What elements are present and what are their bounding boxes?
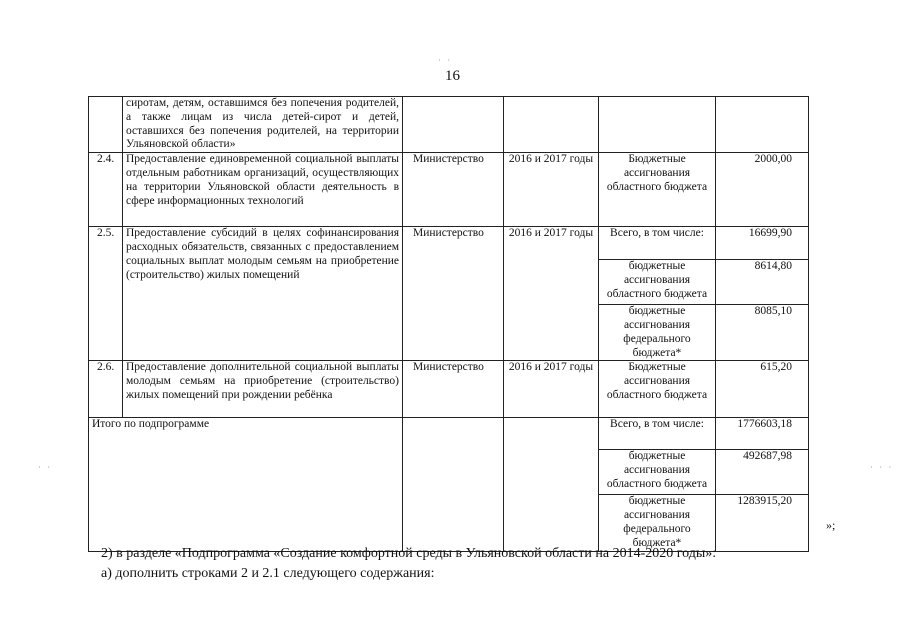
total-row [89,418,809,450]
funding-amount: 2000,00 [716,153,809,227]
funding-source: Всего, в том числе: [599,227,716,260]
funding-amount: 8614,80 [716,260,809,305]
table-row [89,227,809,260]
row-number: 2.4. [89,153,123,227]
funding-amount: 1776603,18 [716,418,809,450]
paragraph: а) дополнить строками 2 и 2.1 следующего содержания: [101,566,435,581]
years: 2016 и 2017 годы [504,227,599,361]
funding-source: Всего, в том числе: [599,418,716,450]
measure-text: Предоставление дополнительной социальной выплаты молодым семьям на приобретение (строительство) жилых помещений при рождении ребёнка [123,361,403,418]
row-number: 2.5. [89,227,123,361]
scan-speck: · · · [870,462,894,472]
scan-speck: · · [38,462,53,472]
executor: Министерство [403,153,504,227]
funding-amount: 1283915,20 [716,495,809,551]
row-num-cell [89,97,123,153]
executor: Министерство [403,227,504,361]
table-row-continuation [89,97,809,153]
funding-amount: 492687,98 [716,450,809,495]
funding-source: бюджетные ассигнования областного бюджета [599,260,716,305]
closing-quote: »; [826,518,836,532]
paragraph: 2) в разделе «Подпрограмма «Создание комфортной среды в Ульяновской области на 2014-2020 годы»: [101,546,717,561]
funding-source: бюджетные ассигнования федерального бюджета* [599,495,716,551]
table-row [89,153,809,227]
funding-amount: 615,20 [716,361,809,418]
measure-text: Предоставление единовременной социальной выплаты отдельным работникам организаций, осуществляющих на территории Ульяновской области деятельность в сфере информационных технологий [123,153,403,227]
total-label: Итого по подпрограмме [89,418,403,551]
page-number: 16 [445,68,460,84]
table-row [89,361,809,418]
row-number: 2.6. [89,361,123,418]
years: 2016 и 2017 годы [504,153,599,227]
funding-amount: 16699,90 [716,227,809,260]
funding-source: бюджетные ассигнования областного бюджета [599,450,716,495]
executor: Министерство [403,361,504,418]
program-table [88,96,809,552]
funding-source: бюджетные ассигнования федерального бюджета* [599,305,716,361]
continuation-text: сиротам, детям, оставшимся без попечения родителей, а также лицам из числа детей-сирот и детей, оставшихся без попечения родителей, на территории Ульяновской области» [123,97,403,153]
measure-text: Предоставление субсидий в целях софинансирования расходных обязательств, связанных с предоставлением социальных выплат молодым семьям на приобретение (строительство) жилых помещений [123,227,403,361]
funding-source: Бюджетные ассигнования областного бюджета [599,361,716,418]
funding-source: Бюджетные ассигнования областного бюджета [599,153,716,227]
years: 2016 и 2017 годы [504,361,599,418]
funding-amount: 8085,10 [716,305,809,361]
scan-speck: · · [438,55,453,65]
